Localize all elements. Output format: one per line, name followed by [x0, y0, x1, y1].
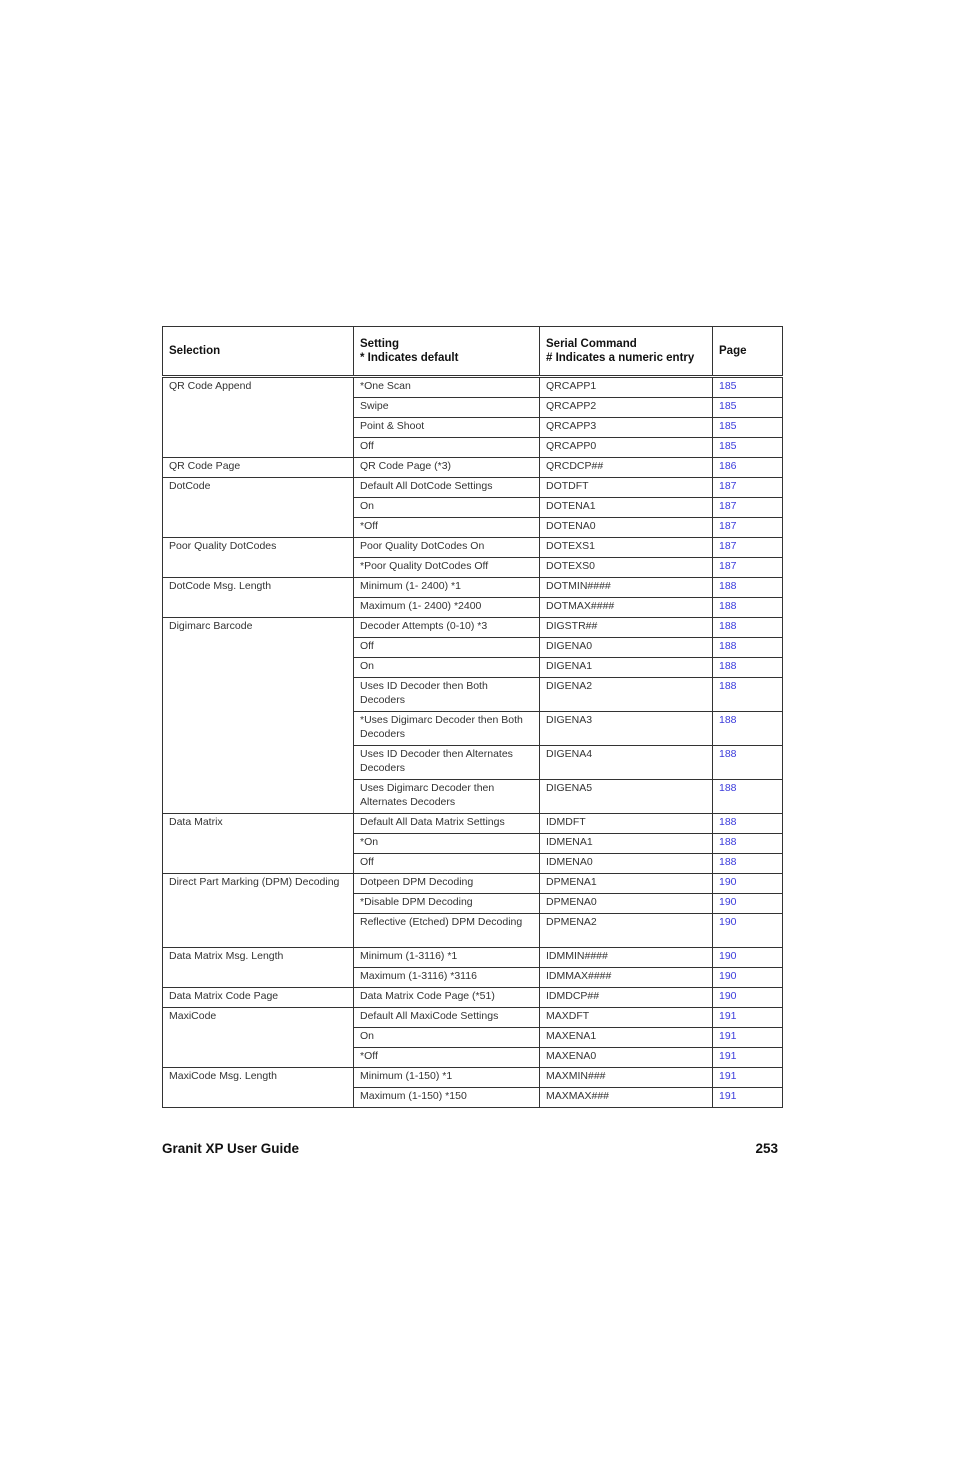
setting-cell: *On: [354, 834, 540, 854]
setting-cell: On: [354, 658, 540, 678]
page-link[interactable]: 188: [713, 578, 783, 598]
page-link[interactable]: 188: [713, 638, 783, 658]
selection-cell: DotCode Msg. Length: [163, 578, 354, 618]
page-link[interactable]: 190: [713, 914, 783, 948]
selection-cell: Data Matrix: [163, 814, 354, 874]
setting-cell: *Disable DPM Decoding: [354, 894, 540, 914]
command-cell: DIGENA0: [540, 638, 713, 658]
footer-page-number: 253: [755, 1141, 778, 1156]
setting-cell: *Poor Quality DotCodes Off: [354, 558, 540, 578]
setting-cell: Swipe: [354, 398, 540, 418]
table-row: [163, 1068, 783, 1088]
table-row: [163, 1008, 783, 1028]
page-link[interactable]: 187: [713, 478, 783, 498]
page-link[interactable]: 191: [713, 1008, 783, 1028]
command-cell: MAXMAX###: [540, 1088, 713, 1108]
header-setting-note: * Indicates default: [360, 352, 459, 364]
setting-cell: Maximum (1-3116) *3116: [354, 968, 540, 988]
page-link[interactable]: 188: [713, 746, 783, 780]
settings-table: [162, 326, 783, 1108]
command-cell: IDMDFT: [540, 814, 713, 834]
table-row: [163, 478, 783, 498]
page-link[interactable]: 191: [713, 1068, 783, 1088]
page-link[interactable]: 188: [713, 712, 783, 746]
selection-cell: QR Code Append: [163, 377, 354, 458]
header-serial-label: Serial Command: [546, 338, 637, 350]
setting-cell: *Off: [354, 518, 540, 538]
command-cell: QRCAPP1: [540, 377, 713, 398]
page-link[interactable]: 191: [713, 1088, 783, 1108]
header-page: [713, 327, 783, 377]
page-link[interactable]: 188: [713, 618, 783, 638]
table-row: [163, 458, 783, 478]
command-cell: DOTDFT: [540, 478, 713, 498]
setting-cell: Uses ID Decoder then Both Decoders: [354, 678, 540, 712]
setting-cell: Default All DotCode Settings: [354, 478, 540, 498]
table-row: [163, 814, 783, 834]
command-cell: DOTENA1: [540, 498, 713, 518]
page-link[interactable]: 190: [713, 948, 783, 968]
command-cell: DPMENA1: [540, 874, 713, 894]
command-cell: DIGENA2: [540, 678, 713, 712]
setting-cell: Poor Quality DotCodes On: [354, 538, 540, 558]
setting-cell: Minimum (1-3116) *1: [354, 948, 540, 968]
command-cell: DIGENA5: [540, 780, 713, 814]
page-link[interactable]: 187: [713, 538, 783, 558]
setting-cell: Off: [354, 638, 540, 658]
command-cell: DIGSTR##: [540, 618, 713, 638]
header-selection: [163, 327, 354, 377]
setting-cell: Decoder Attempts (0-10) *3: [354, 618, 540, 638]
command-cell: MAXMIN###: [540, 1068, 713, 1088]
setting-cell: *Uses Digimarc Decoder then Both Decoders: [354, 712, 540, 746]
command-cell: DPMENA2: [540, 914, 713, 948]
page-link[interactable]: 191: [713, 1028, 783, 1048]
selection-cell: QR Code Page: [163, 458, 354, 478]
footer-title: Granit XP User Guide: [162, 1141, 300, 1156]
page-link[interactable]: 190: [713, 874, 783, 894]
selection-cell: MaxiCode: [163, 1008, 354, 1068]
command-cell: DOTMAX####: [540, 598, 713, 618]
page-link[interactable]: 191: [713, 1048, 783, 1068]
page-link[interactable]: 187: [713, 558, 783, 578]
command-cell: IDMENA1: [540, 834, 713, 854]
header-row: [163, 327, 783, 377]
page-link[interactable]: 185: [713, 377, 783, 398]
table-row: [163, 377, 783, 398]
setting-cell: Maximum (1- 2400) *2400: [354, 598, 540, 618]
selection-cell: Direct Part Marking (DPM) Decoding: [163, 874, 354, 948]
page-link[interactable]: 188: [713, 678, 783, 712]
selection-cell: DotCode: [163, 478, 354, 538]
header-selection-label: Selection: [169, 345, 221, 357]
selection-cell: Poor Quality DotCodes: [163, 538, 354, 578]
setting-cell: On: [354, 1028, 540, 1048]
command-cell: DOTENA0: [540, 518, 713, 538]
page-link[interactable]: 188: [713, 814, 783, 834]
page-link[interactable]: 188: [713, 854, 783, 874]
page-link[interactable]: 188: [713, 598, 783, 618]
command-cell: MAXENA0: [540, 1048, 713, 1068]
header-serial-command: [540, 327, 713, 377]
command-cell: IDMMAX####: [540, 968, 713, 988]
page-link[interactable]: 188: [713, 834, 783, 854]
setting-cell: Uses Digimarc Decoder then Alternates Decoders: [354, 780, 540, 814]
page-link[interactable]: 185: [713, 398, 783, 418]
header-page-label: Page: [719, 345, 747, 357]
setting-cell: *Off: [354, 1048, 540, 1068]
page-link[interactable]: 188: [713, 658, 783, 678]
page-link[interactable]: 190: [713, 968, 783, 988]
command-cell: IDMENA0: [540, 854, 713, 874]
selection-cell: MaxiCode Msg. Length: [163, 1068, 354, 1108]
setting-cell: Minimum (1-150) *1: [354, 1068, 540, 1088]
command-cell: DPMENA0: [540, 894, 713, 914]
page-link[interactable]: 187: [713, 498, 783, 518]
header-serial-note: # Indicates a numeric entry: [546, 352, 695, 364]
page-link[interactable]: 190: [713, 988, 783, 1008]
command-cell: QRCAPP3: [540, 418, 713, 438]
selection-cell: Data Matrix Msg. Length: [163, 948, 354, 988]
page-link[interactable]: 190: [713, 894, 783, 914]
page-link[interactable]: 185: [713, 438, 783, 458]
command-cell: QRCDCP##: [540, 458, 713, 478]
command-cell: MAXDFT: [540, 1008, 713, 1028]
page-link[interactable]: 186: [713, 458, 783, 478]
selection-cell: Data Matrix Code Page: [163, 988, 354, 1008]
table-row: [163, 874, 783, 894]
command-cell: DIGENA3: [540, 712, 713, 746]
table-body: [163, 377, 783, 1108]
setting-cell: Minimum (1- 2400) *1: [354, 578, 540, 598]
setting-cell: Uses ID Decoder then Alternates Decoders: [354, 746, 540, 780]
page-link[interactable]: 185: [713, 418, 783, 438]
selection-cell: Digimarc Barcode: [163, 618, 354, 814]
setting-cell: Dotpeen DPM Decoding: [354, 874, 540, 894]
setting-cell: Off: [354, 854, 540, 874]
command-cell: QRCAPP2: [540, 398, 713, 418]
page-link[interactable]: 187: [713, 518, 783, 538]
header-setting: [354, 327, 540, 377]
setting-cell: Default All MaxiCode Settings: [354, 1008, 540, 1028]
command-cell: MAXENA1: [540, 1028, 713, 1048]
command-cell: DOTEXS0: [540, 558, 713, 578]
command-cell: IDMDCP##: [540, 988, 713, 1008]
command-cell: DOTMIN####: [540, 578, 713, 598]
setting-cell: *One Scan: [354, 377, 540, 398]
setting-cell: Default All Data Matrix Settings: [354, 814, 540, 834]
setting-cell: Off: [354, 438, 540, 458]
setting-cell: Maximum (1-150) *150: [354, 1088, 540, 1108]
command-cell: DIGENA4: [540, 746, 713, 780]
table-row: [163, 618, 783, 638]
table-row: [163, 538, 783, 558]
table-row: [163, 988, 783, 1008]
table-row: [163, 948, 783, 968]
command-cell: DIGENA1: [540, 658, 713, 678]
setting-cell: On: [354, 498, 540, 518]
setting-cell: Point & Shoot: [354, 418, 540, 438]
setting-cell: QR Code Page (*3): [354, 458, 540, 478]
command-cell: QRCAPP0: [540, 438, 713, 458]
command-cell: DOTEXS1: [540, 538, 713, 558]
header-setting-label: Setting: [360, 338, 399, 350]
setting-cell: Data Matrix Code Page (*51): [354, 988, 540, 1008]
page-link[interactable]: 188: [713, 780, 783, 814]
command-cell: IDMMIN####: [540, 948, 713, 968]
table-header: [163, 327, 783, 377]
table-row: [163, 578, 783, 598]
setting-cell: Reflective (Etched) DPM Decoding: [354, 914, 540, 948]
